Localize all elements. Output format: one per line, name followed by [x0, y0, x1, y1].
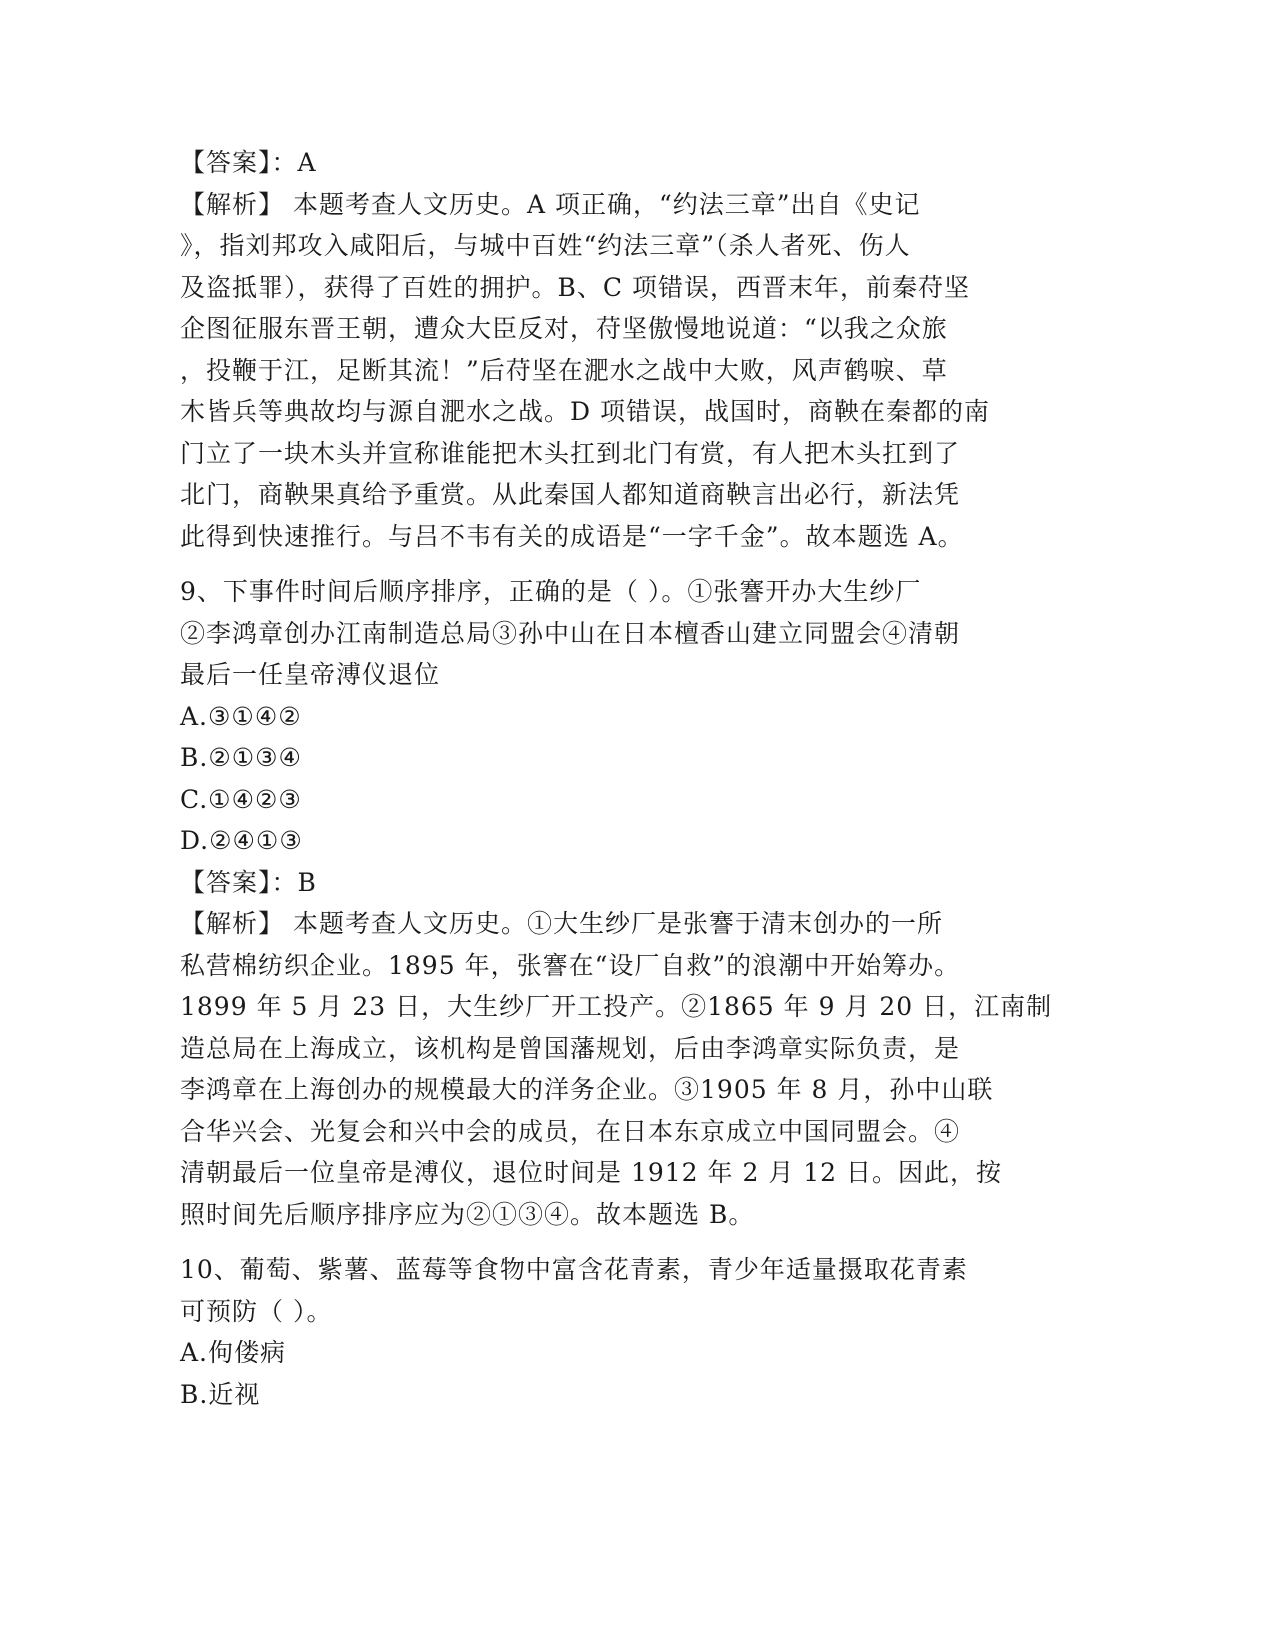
- analysis-line: 私营棉纺织企业。1895 年，张謇在“设厂自救”的浪潮中开始筹办。: [180, 950, 961, 980]
- option-a: A.佝偻病: [180, 1338, 287, 1367]
- question-9: [180, 571, 1060, 1235]
- analysis-line: 》，指刘邦攻入咸阳后，与城中百姓“约法三章”（杀人者死、伤人: [180, 231, 911, 260]
- analysis-line: 【解析】 本题考查人文历史。①大生纱厂是张謇于清末创办的一所: [180, 909, 943, 938]
- question-stem-line: 10、葡萄、紫薯、蓝莓等食物中富含花青素，青少年适量摄取花青素: [180, 1255, 968, 1284]
- question-stem-line: 9、下事件时间后顺序排序，正确的是（ ）。①张謇开办大生纱厂: [180, 577, 922, 606]
- analysis-line: 造总局在上海成立，该机构是曾国藩规划，后由李鸿章实际负责，是: [180, 1033, 961, 1063]
- document-body: [180, 142, 1060, 1415]
- answer-line: 【答案】：A: [180, 148, 317, 177]
- analysis-line: 北门，商鞅果真给予重赏。从此秦国人都知道商鞅言出必行，新法凭: [180, 480, 961, 509]
- question-stem-line: ②李鸿章创办江南制造总局③孙中山在日本檀香山建立同盟会④清朝: [180, 618, 961, 648]
- option-c: C.①④②③: [180, 784, 302, 814]
- analysis-line: 木皆兵等典故均与源自淝水之战。D 项错误，战国时，商鞅在秦都的南: [180, 397, 990, 426]
- analysis-line: 门立了一块木头并宣称谁能把木头扛到北门有赏，有人把木头扛到了: [180, 438, 961, 468]
- question-10: [180, 1249, 1060, 1415]
- analysis-line: 合华兴会、光复会和兴中会的成员，在日本东京成立中国同盟会。④: [180, 1116, 961, 1146]
- option-d: D.②④①③: [180, 826, 303, 855]
- analysis-line: 此得到快速推行。与吕不韦有关的成语是“一字千金”。故本题选 A。: [180, 521, 964, 551]
- spacer: [180, 557, 1060, 571]
- analysis-line: 照时间先后顺序排序应为②①③④。故本题选 B。: [180, 1199, 755, 1229]
- question-8-answer-block: [180, 142, 1060, 557]
- analysis-line: ，投鞭于江，足断其流！”后苻坚在淝水之战中大败，风声鹤唳、草: [180, 355, 948, 385]
- option-b: B.②①③④: [180, 743, 302, 772]
- analysis-line: 清朝最后一位皇帝是溥仪，退位时间是 1912 年 2 月 12 日。因此，按: [180, 1158, 1003, 1187]
- question-stem-line: 最后一任皇帝溥仪退位: [180, 660, 441, 689]
- analysis-line: 【解析】 本题考查人文历史。A 项正确，“约法三章”出自《史记: [180, 189, 921, 219]
- analysis-line: 1899 年 5 月 23 日，大生纱厂开工投产。②1865 年 9 月 20 日，江南制: [180, 992, 1053, 1021]
- option-a: A.③①④②: [180, 701, 302, 731]
- analysis-line: 及盗抵罪），获得了百姓的拥护。B、C 项错误，西晋末年，前秦苻坚: [180, 272, 970, 302]
- question-stem-line: 可预防（ ）。: [180, 1296, 333, 1326]
- answer-line: 【答案】：B: [180, 867, 317, 897]
- spacer: [180, 1235, 1060, 1249]
- analysis-line: 企图征服东晋王朝，遭众大臣反对，苻坚傲慢地说道：“以我之众旅: [180, 314, 948, 343]
- analysis-line: 李鸿章在上海创办的规模最大的洋务企业。③1905 年 8 月，孙中山联: [180, 1075, 994, 1104]
- option-b: B.近视: [180, 1379, 261, 1409]
